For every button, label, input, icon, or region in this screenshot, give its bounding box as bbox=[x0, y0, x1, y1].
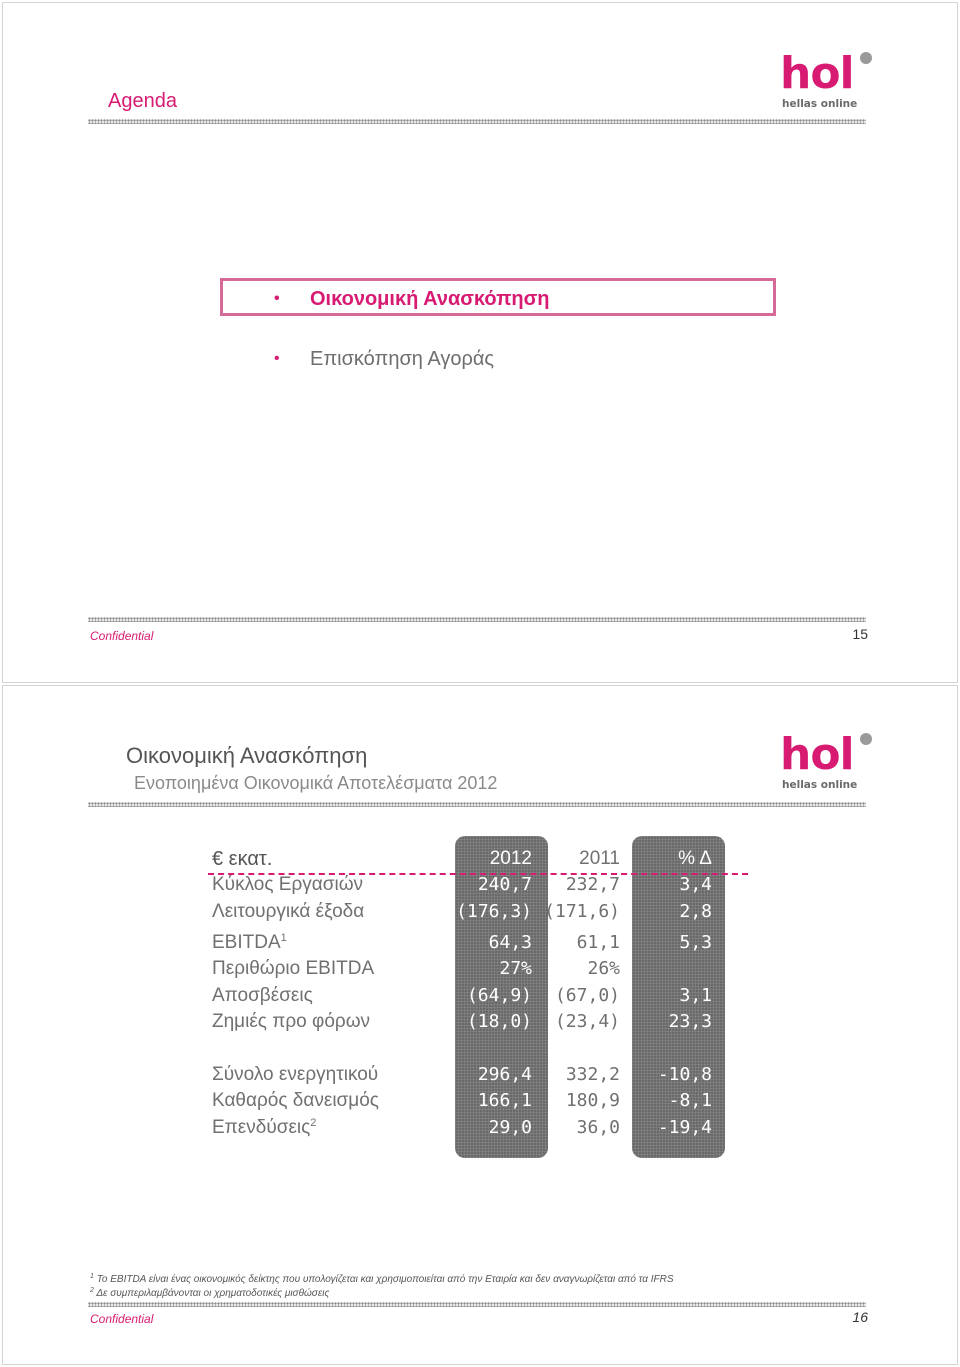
header-2011: 2011 bbox=[579, 848, 620, 869]
table-row bbox=[212, 901, 732, 927]
agenda-item-market-overview[interactable]: • Επισκόπηση Αγοράς bbox=[274, 348, 495, 370]
row-label: Καθαρός δανεισμός bbox=[212, 1090, 379, 1111]
row-label: Ζημιές προ φόρων bbox=[212, 1011, 371, 1032]
value-pct-change: 2,8 bbox=[679, 901, 712, 922]
currency-label: € εκατ. bbox=[212, 848, 273, 870]
value-2011: 61,1 bbox=[576, 932, 620, 953]
row-label: Λειτουργικά έξοδα bbox=[212, 901, 365, 922]
footnote-1: $^1$ Το EBITDA είναι ένας οικονομικός δείκτης που υπολογίζεται και χρησιμοποιείται από την Εταιρία και δεν αναγνωρίζεται από τα IFRS bbox=[90, 1273, 674, 1285]
value-2011: 36,0 bbox=[576, 1117, 620, 1138]
logo-dot-icon bbox=[860, 733, 872, 745]
value-2011: 332,2 bbox=[565, 1064, 620, 1085]
value-2012: 29,0 bbox=[488, 1117, 532, 1138]
hol-logo bbox=[780, 48, 880, 122]
value-pct-change: -8,1 bbox=[668, 1090, 712, 1111]
table-row bbox=[212, 1090, 732, 1116]
table-row bbox=[212, 932, 732, 958]
value-2011: 180,9 bbox=[565, 1090, 620, 1111]
value-2011: 26% bbox=[587, 958, 620, 979]
hol-logo bbox=[780, 729, 880, 803]
footnote-ref: 1 bbox=[280, 932, 287, 944]
table-row bbox=[212, 1117, 732, 1143]
value-2012: (176,3) bbox=[456, 901, 532, 922]
page-number: 15 bbox=[852, 626, 868, 642]
header-pct-change: % Δ bbox=[678, 848, 712, 869]
header-divider bbox=[88, 802, 866, 807]
value-2012: 64,3 bbox=[488, 932, 532, 953]
value-pct-change: 23,3 bbox=[668, 1011, 712, 1032]
confidential-label: Confidential bbox=[90, 629, 154, 643]
table-row bbox=[212, 958, 732, 984]
agenda-title: Agenda bbox=[108, 90, 177, 112]
footnote-2: $^2$ Δε συμπεριλαμβάνονται οι χρηματοδοτικές μισθώσεις bbox=[90, 1287, 330, 1299]
row-label: EBITDA$^1$ bbox=[212, 932, 287, 953]
value-pct-change: 5,3 bbox=[679, 932, 712, 953]
bullet-icon: • bbox=[274, 290, 280, 307]
page-subtitle: Ενοποιημένα Οικονομικά Αποτελέσματα 2012 bbox=[134, 773, 498, 793]
logo-tagline: hellas online bbox=[782, 779, 858, 791]
value-2012: (18,0) bbox=[466, 1011, 532, 1032]
header-divider bbox=[88, 119, 866, 124]
row-label: Σύνολο ενεργητικού bbox=[212, 1064, 379, 1085]
footer-divider bbox=[88, 1302, 866, 1307]
row-label: Αποσβέσεις bbox=[212, 985, 313, 1006]
footer-divider bbox=[88, 617, 866, 622]
table-row bbox=[212, 874, 732, 900]
table-row bbox=[212, 1064, 732, 1090]
table-row bbox=[212, 985, 732, 1011]
table-header bbox=[212, 848, 732, 874]
row-label: Κύκλος Εργασιών bbox=[212, 874, 364, 895]
row-label: Επενδύσεις$^2$ bbox=[212, 1117, 317, 1138]
logo-dot-icon bbox=[860, 52, 872, 64]
footnote-ref: 2 bbox=[310, 1117, 317, 1129]
logo-mark: hol bbox=[780, 729, 854, 780]
bullet-icon: • bbox=[274, 350, 280, 367]
value-2012: 240,7 bbox=[477, 874, 532, 895]
value-pct-change: 3,1 bbox=[679, 985, 712, 1006]
value-2011: 232,7 bbox=[565, 874, 620, 895]
value-2012: 27% bbox=[499, 958, 532, 979]
value-pct-change: -10,8 bbox=[657, 1064, 712, 1085]
value-pct-change: 3,4 bbox=[679, 874, 712, 895]
logo-mark: hol bbox=[780, 48, 854, 99]
value-2012: 296,4 bbox=[477, 1064, 532, 1085]
page-number: 16 bbox=[852, 1309, 868, 1325]
page-title: Οικονομική Ανασκόπηση bbox=[126, 743, 368, 768]
logo-tagline: hellas online bbox=[782, 98, 858, 110]
value-2011: (23,4) bbox=[554, 1011, 620, 1032]
value-2012: 166,1 bbox=[477, 1090, 532, 1111]
value-pct-change: -19,4 bbox=[657, 1117, 712, 1138]
table-row bbox=[212, 1011, 732, 1037]
header-2012: 2012 bbox=[489, 848, 532, 869]
row-label: Περιθώριο EBITDA bbox=[212, 958, 375, 979]
value-2011: (67,0) bbox=[554, 985, 620, 1006]
confidential-label: Confidential bbox=[90, 1312, 154, 1326]
value-2012: (64,9) bbox=[466, 985, 532, 1006]
value-2011: (171,6) bbox=[544, 901, 620, 922]
agenda-item-financial-review[interactable]: • Οικονομική Ανασκόπηση bbox=[274, 288, 550, 310]
